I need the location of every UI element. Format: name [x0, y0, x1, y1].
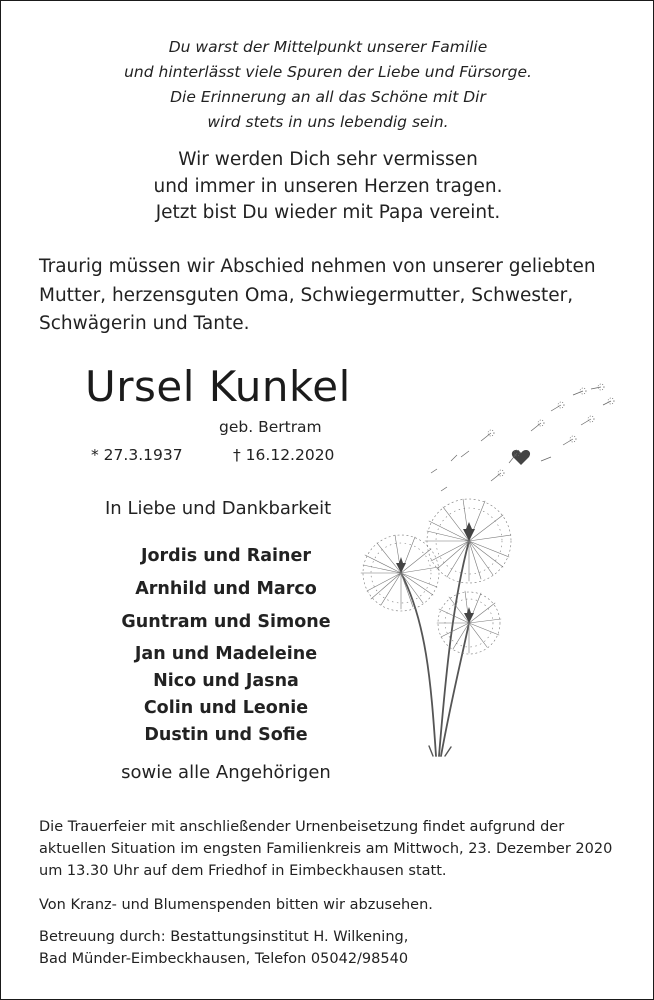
- poem-italic-line: Du warst der Mittelpunkt unserer Familie: [168, 38, 488, 56]
- poem-regular-line: Wir werden Dich sehr vermissen: [178, 149, 478, 170]
- funeral-info-line: Die Trauerfeier mit anschließender Urnenbeisetzung findet aufgrund der: [39, 819, 565, 835]
- family-name: Jordis und Rainer: [141, 546, 311, 566]
- deceased-name: Ursel Kunkel: [85, 362, 351, 411]
- intro-line: Traurig müssen wir Abschied nehmen von unserer geliebten: [39, 256, 596, 277]
- family-couples: [66, 540, 386, 639]
- death-date: † 16.12.2020: [233, 446, 335, 464]
- intro-line: Mutter, herzensguten Oma, Schwiegermutter, Schwester,: [39, 284, 574, 306]
- flowers-note: [39, 894, 619, 916]
- poem-italic: [1, 35, 654, 135]
- flowers-note-line: Von Kranz- und Blumenspenden bitten wir abzusehen.: [39, 897, 433, 913]
- funeral-info-line: um 13.30 Uhr auf dem Friedhof in Eimbeckhausen statt.: [39, 863, 447, 879]
- funeral-info: [39, 816, 619, 882]
- thanks-line: In Liebe und Dankbarkeit: [105, 498, 332, 519]
- family-name: Nico und Jasna: [153, 671, 299, 691]
- poem-italic-line: und hinterlässt viele Spuren der Liebe und Fürsorge.: [124, 63, 532, 81]
- undertaker-line: Bad Münder-Eimbeckhausen, Telefon 05042/98540: [39, 951, 409, 967]
- other-relatives: sowie alle Angehörigen: [121, 762, 331, 783]
- poem-regular-line: und immer in unseren Herzen tragen.: [153, 175, 503, 197]
- undertaker-line: Betreuung durch: Bestattungsinstitut H. Wilkening,: [39, 929, 409, 945]
- family-name: Dustin und Sofie: [144, 725, 308, 745]
- intro-line: Schwägerin und Tante.: [39, 313, 250, 334]
- funeral-info-line: aktuellen Situation im engsten Familienkreis am Mittwoch, 23. Dezember 2020: [39, 841, 613, 857]
- birth-date: * 27.3.1937: [91, 446, 183, 464]
- family-name: Arnhild und Marco: [135, 579, 317, 599]
- family-name: Colin und Leonie: [143, 698, 309, 718]
- poem-regular: [1, 147, 654, 227]
- poem-italic-line: Die Erinnerung an all das Schöne mit Dir: [170, 88, 486, 106]
- intro-text: [39, 253, 629, 339]
- family-name: Guntram und Simone: [121, 612, 331, 632]
- poem-regular-line: Jetzt bist Du wieder mit Papa vereint.: [155, 202, 501, 223]
- family-name: Jan und Madeleine: [134, 644, 318, 664]
- family-grandchildren: [66, 641, 386, 749]
- poem-italic-line: wird stets in uns lebendig sein.: [207, 113, 449, 131]
- dandelion-illustration: [341, 361, 631, 781]
- maiden-name: geb. Bertram: [219, 418, 322, 436]
- undertaker-info: [39, 926, 619, 970]
